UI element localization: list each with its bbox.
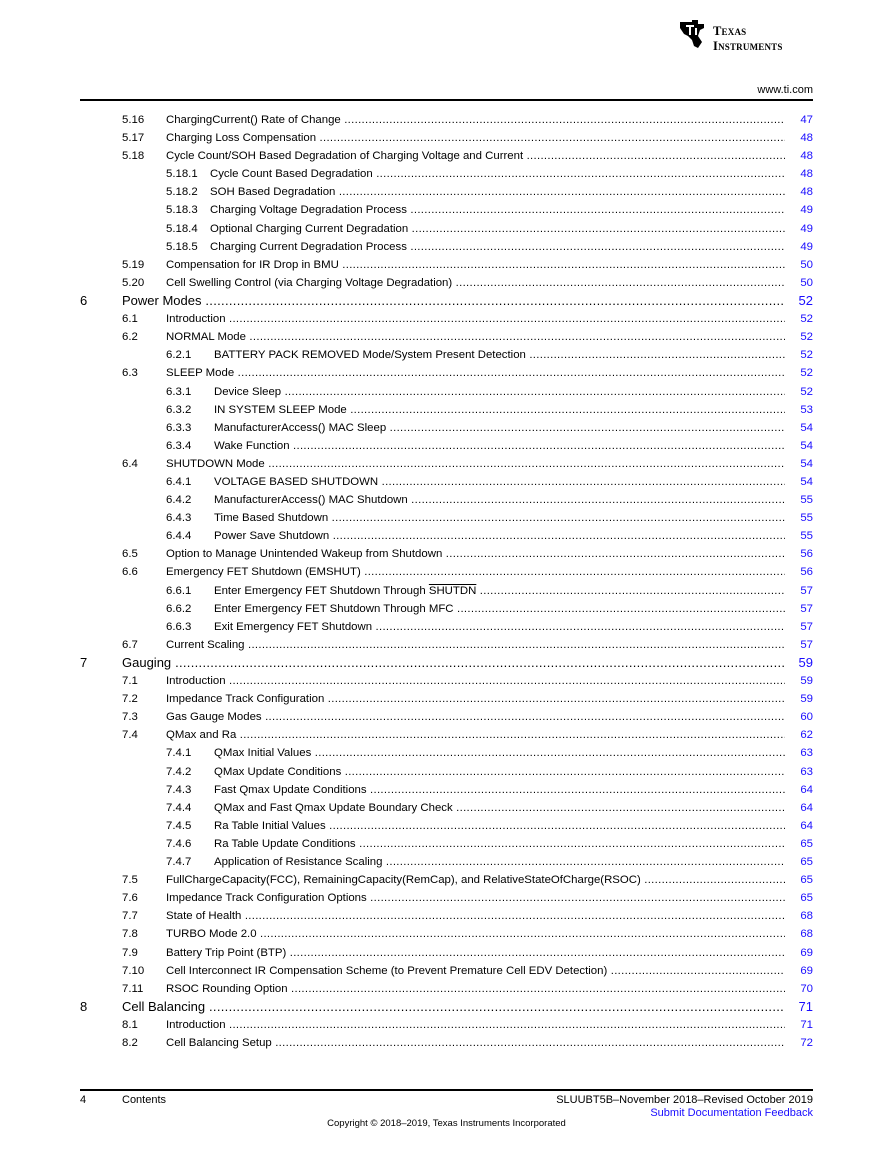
toc-entry-title-text: Current Scaling xyxy=(166,638,245,651)
toc-entry[interactable] xyxy=(80,618,813,636)
toc-entry[interactable] xyxy=(80,672,813,690)
toc-entry-number: 5.19 xyxy=(122,258,145,271)
toc-entry-page-link[interactable]: 59 xyxy=(800,693,813,706)
toc-entry-number: 6.6.2 xyxy=(166,602,192,615)
toc-entry-title-text: Battery Trip Point (BTP) xyxy=(166,946,287,959)
toc-entry-page-link[interactable]: 64 xyxy=(800,801,813,814)
toc-entry-title-text: QMax Initial Values xyxy=(214,747,312,760)
toc-entry-page-link[interactable]: 63 xyxy=(800,747,813,760)
toc-entry-title-text: Cycle Count Based Degradation xyxy=(210,168,373,181)
toc-entry-page-link[interactable]: 54 xyxy=(800,421,813,434)
toc-entry-number: 5.20 xyxy=(122,276,145,289)
toc-entry-page-link[interactable]: 62 xyxy=(800,729,813,742)
toc-entry[interactable] xyxy=(80,925,813,943)
toc-entry-number: 6.4.3 xyxy=(166,512,192,525)
toc-entry-number: 7.1 xyxy=(122,675,138,688)
toc-entry[interactable] xyxy=(80,853,813,871)
toc-entry-title-text: Cell Balancing Setup xyxy=(166,1037,272,1050)
toc-entry-title[interactable] xyxy=(166,1016,785,1034)
toc-entry-title-text: Cell Interconnect IR Compensation Scheme (to Prevent Premature Cell EDV Detection) xyxy=(166,964,608,977)
toc-entry-title[interactable] xyxy=(214,437,785,455)
toc-entry-page-link[interactable]: 49 xyxy=(800,204,813,217)
toc-entry-number: 6.4.1 xyxy=(166,475,192,488)
toc-entry-number: 6 xyxy=(80,292,88,308)
toc-entry-title-text: SLEEP Mode xyxy=(166,367,235,380)
toc-entry-title-text: Charging Voltage Degradation Process xyxy=(210,204,407,217)
toc-entry[interactable] xyxy=(80,944,813,962)
toc-entry-page-link[interactable]: 48 xyxy=(800,186,813,199)
toc-entry[interactable] xyxy=(80,871,813,889)
toc-entry-page-link[interactable]: 68 xyxy=(800,910,813,923)
toc-entry-title[interactable] xyxy=(214,491,785,509)
toc-entry-number: 6.3.1 xyxy=(166,385,192,398)
brand-line-2: Instruments xyxy=(713,39,783,53)
toc-entry-page-link[interactable]: 52 xyxy=(800,349,813,362)
toc-entry-title-text: Introduction xyxy=(166,313,226,326)
toc-entry-title-text: SOH Based Degradation xyxy=(210,186,336,199)
toc-entry-title-text: Wake Function xyxy=(214,439,290,452)
toc-entry-page-link[interactable]: 52 xyxy=(798,292,813,308)
toc-entry-number: 7.3 xyxy=(122,711,138,724)
ti-logo xyxy=(678,18,818,52)
toc-entry-title[interactable] xyxy=(166,545,785,563)
toc-entry-number: 7.4.5 xyxy=(166,819,192,832)
toc-entry-title[interactable] xyxy=(214,744,785,762)
toc-entry-page-link[interactable]: 69 xyxy=(800,964,813,977)
toc-entry[interactable] xyxy=(80,292,813,310)
toc-entry[interactable] xyxy=(80,1016,813,1034)
toc-entry-number: 5.18 xyxy=(122,150,145,163)
toc-entry-number: 6.3 xyxy=(122,367,138,380)
toc-entry-page-link[interactable]: 68 xyxy=(800,928,813,941)
toc-entry[interactable] xyxy=(80,111,813,129)
toc-entry-title[interactable] xyxy=(166,980,785,998)
toc-entry-number: 7.4 xyxy=(122,729,138,742)
toc-entry-signal-name: SHUTDN xyxy=(428,584,477,597)
toc-entry-title-text: Option to Manage Unintended Wakeup from Shutdown xyxy=(166,548,443,561)
toc-entry-number: 7.10 xyxy=(122,964,145,977)
toc-entry-number: 6.3.2 xyxy=(166,403,192,416)
toc-entry[interactable] xyxy=(80,600,813,618)
toc-entry-page-link[interactable]: 54 xyxy=(800,457,813,470)
toc-entry-title-text: FullChargeCapacity(FCC), RemainingCapacity(RemCap), and RelativeStateOfCharge(RSOC) xyxy=(166,874,641,887)
toc-entry-number: 7 xyxy=(80,654,88,670)
toc-entry-title[interactable] xyxy=(210,220,785,238)
toc-entry-title[interactable] xyxy=(166,925,785,943)
toc-entry[interactable] xyxy=(80,328,813,346)
toc-entry-number: 7.4.7 xyxy=(166,856,192,869)
toc-entry-title[interactable] xyxy=(214,799,785,817)
toc-entry-title[interactable] xyxy=(214,419,785,437)
toc-entry-number: 6.3.3 xyxy=(166,421,192,434)
toc-entry-number: 8 xyxy=(80,998,88,1014)
page-number: 4 xyxy=(80,1094,87,1106)
toc-entry-title[interactable] xyxy=(166,364,785,382)
toc-entry-title[interactable] xyxy=(214,582,785,600)
toc-entry-number: 6.6 xyxy=(122,566,138,579)
toc-entry-title[interactable] xyxy=(214,527,785,545)
toc-entry-number: 7.7 xyxy=(122,910,138,923)
toc-entry-title-text: Device Sleep xyxy=(214,385,282,398)
toc-entry-title[interactable] xyxy=(214,346,785,364)
toc-entry-title-text: Gauging xyxy=(122,654,172,670)
toc-entry-page-link[interactable]: 48 xyxy=(800,168,813,181)
toc-entry-title-text: Fast Qmax Update Conditions xyxy=(214,783,367,796)
copyright-notice: Copyright © 2018–2019, Texas Instruments Incorporated xyxy=(327,1118,566,1129)
toc-entry-number: 8.2 xyxy=(122,1037,138,1050)
toc-entry-page-link[interactable]: 49 xyxy=(800,240,813,253)
toc-entry-number: 7.4.1 xyxy=(166,747,192,760)
toc-entry-title[interactable] xyxy=(214,600,785,618)
toc-entry-title[interactable] xyxy=(214,835,785,853)
toc-entry-title[interactable] xyxy=(166,871,785,889)
toc-entry[interactable] xyxy=(80,636,813,654)
toc-entry-title-text: Application of Resistance Scaling xyxy=(214,856,383,869)
toc-entry-number: 5.18.1 xyxy=(166,168,198,181)
toc-entry-number: 5.16 xyxy=(122,114,145,126)
toc-entry-page-link[interactable]: 65 xyxy=(800,837,813,850)
toc-entry-page-link[interactable]: 57 xyxy=(800,620,813,633)
toc-entry[interactable] xyxy=(80,708,813,726)
toc-entry[interactable] xyxy=(80,799,813,817)
toc-entry-number: 5.17 xyxy=(122,132,145,145)
toc-entry-title-text: Ra Table Update Conditions xyxy=(214,837,356,850)
toc-entry-title[interactable] xyxy=(214,383,785,401)
toc-entry[interactable] xyxy=(80,1034,813,1052)
toc-entry-page-link[interactable]: 56 xyxy=(800,548,813,561)
toc-entry-number: 6.4 xyxy=(122,457,138,470)
toc-entry-title[interactable] xyxy=(210,165,785,183)
toc-entry-title[interactable] xyxy=(166,563,785,581)
toc-entry-title-text: Cell Balancing xyxy=(122,998,206,1014)
toc-entry-page-link[interactable]: 55 xyxy=(800,494,813,507)
toc-entry-title[interactable] xyxy=(122,292,785,310)
toc-entry-title-text: Gas Gauge Modes xyxy=(166,711,262,724)
toc-entry-page-link[interactable]: 71 xyxy=(798,998,813,1014)
toc-entry-title-text: Time Based Shutdown xyxy=(214,512,329,525)
toc-entry-title-text: BATTERY PACK REMOVED Mode/System Present Detection xyxy=(214,349,526,362)
toc-entry[interactable] xyxy=(80,401,813,419)
toc-entry[interactable] xyxy=(80,165,813,183)
toc-entry-title[interactable] xyxy=(214,817,785,835)
toc-entry-number: 7.6 xyxy=(122,892,138,905)
toc-entry-title-text: Compensation for IR Drop in BMU xyxy=(166,258,339,271)
toc-entry-title[interactable] xyxy=(122,998,785,1016)
toc-entry-number: 6.6.3 xyxy=(166,620,192,633)
toc-entry-title-text: SHUTDOWN Mode xyxy=(166,457,265,470)
toc-entry[interactable] xyxy=(80,889,813,907)
toc-entry-number: 5.18.4 xyxy=(166,222,198,235)
toc-entry-page-link[interactable]: 49 xyxy=(800,222,813,235)
toc-entry[interactable] xyxy=(80,744,813,762)
toc-entry-number: 8.1 xyxy=(122,1018,138,1031)
toc-entry-number: 5.18.2 xyxy=(166,186,198,199)
toc-entry-title[interactable] xyxy=(210,183,785,201)
toc-entry-title[interactable] xyxy=(214,853,785,871)
toc-entry-number: 7.11 xyxy=(122,982,144,995)
toc-entry[interactable] xyxy=(80,509,813,527)
footer-rule xyxy=(80,1089,813,1091)
toc-entry[interactable] xyxy=(80,763,813,781)
toc-entry-number: 7.4.6 xyxy=(166,837,192,850)
toc-entry-title-text: Enter Emergency FET Shutdown Through MFC xyxy=(214,602,454,615)
toc-entry[interactable] xyxy=(80,455,813,473)
toc-entry-title-text: RSOC Rounding Option xyxy=(166,982,288,995)
toc-entry-page-link[interactable]: 50 xyxy=(800,276,813,289)
toc-entry-title-text: Power Save Shutdown xyxy=(214,530,330,543)
toc-entry-title[interactable] xyxy=(166,672,785,690)
toc-entry-page-link[interactable]: 57 xyxy=(800,638,813,651)
toc-entry-title-text: Enter Emergency FET Shutdown Through xyxy=(214,584,429,597)
toc-entry-title-text: Introduction xyxy=(166,1018,226,1031)
toc-entry-number: 7.4.4 xyxy=(166,801,192,814)
toc-entry-title-text: Emergency FET Shutdown (EMSHUT) xyxy=(166,566,361,579)
toc-entry[interactable] xyxy=(80,980,813,998)
toc-entry[interactable] xyxy=(80,129,813,147)
toc-entry-page-link[interactable]: 69 xyxy=(800,946,813,959)
table-of-contents xyxy=(80,111,813,1052)
toc-entry-title-text: ManufacturerAccess() MAC Shutdown xyxy=(214,494,408,507)
toc-entry-number: 6.4.2 xyxy=(166,494,192,507)
toc-entry-page-link[interactable]: 54 xyxy=(800,439,813,452)
brand-line-1: Texas xyxy=(713,24,747,38)
toc-entry-page-link[interactable]: 60 xyxy=(800,711,813,724)
section-label: Contents xyxy=(122,1094,167,1106)
toc-entry-title[interactable] xyxy=(214,781,785,799)
toc-entry-title[interactable] xyxy=(166,944,785,962)
toc-entry-title[interactable] xyxy=(166,147,785,165)
toc-entry-page-link[interactable]: 56 xyxy=(800,566,813,579)
toc-entry-title[interactable] xyxy=(166,310,785,328)
toc-entry-title[interactable] xyxy=(166,129,785,147)
toc-entry-title-text: ManufacturerAccess() MAC Sleep xyxy=(214,421,387,434)
toc-entry[interactable] xyxy=(80,491,813,509)
toc-entry[interactable] xyxy=(80,962,813,980)
toc-entry-title[interactable] xyxy=(166,1034,785,1052)
toc-entry[interactable] xyxy=(80,582,813,600)
toc-entry-title[interactable] xyxy=(166,889,785,907)
feedback-link[interactable]: Submit Documentation Feedback xyxy=(650,1107,813,1119)
toc-entry-title-text: Ra Table Initial Values xyxy=(214,819,326,832)
toc-entry-number: 6.2.1 xyxy=(166,349,192,362)
toc-entry[interactable] xyxy=(80,238,813,256)
toc-entry-title[interactable] xyxy=(166,907,785,925)
header-rule xyxy=(80,99,813,101)
toc-entry-page-link[interactable]: 52 xyxy=(800,385,813,398)
website-link[interactable]: www.ti.com xyxy=(757,84,813,96)
toc-entry-page-link[interactable]: 53 xyxy=(800,403,813,416)
toc-entry-title[interactable] xyxy=(214,473,785,491)
toc-entry[interactable] xyxy=(80,437,813,455)
toc-entry-number: 5.18.5 xyxy=(166,240,198,253)
toc-entry-page-link[interactable]: 52 xyxy=(800,331,813,344)
toc-entry-title-text: Impedance Track Configuration Options xyxy=(166,892,367,905)
toc-entry-number: 6.5 xyxy=(122,548,138,561)
toc-entry-title-text: TURBO Mode 2.0 xyxy=(166,928,257,941)
toc-entry-title[interactable] xyxy=(166,274,785,292)
toc-entry-page-link[interactable]: 48 xyxy=(800,150,813,163)
toc-entry-title-text: Power Modes xyxy=(122,292,202,308)
toc-entry-page-link[interactable]: 59 xyxy=(800,675,813,688)
toc-entry-page-link[interactable]: 57 xyxy=(800,584,813,597)
toc-entry-title[interactable] xyxy=(166,708,785,726)
toc-entry[interactable] xyxy=(80,817,813,835)
toc-entry-page-link[interactable]: 55 xyxy=(800,530,813,543)
toc-entry-title[interactable] xyxy=(214,509,785,527)
toc-entry-title-text: Cell Swelling Control (via Charging Voltage Degradation) xyxy=(166,276,453,289)
toc-entry-number: 6.6.1 xyxy=(166,584,192,597)
toc-entry[interactable] xyxy=(80,726,813,744)
toc-entry[interactable] xyxy=(80,220,813,238)
toc-entry-number: 7.9 xyxy=(122,946,138,959)
toc-entry-title[interactable] xyxy=(166,328,785,346)
toc-entry[interactable] xyxy=(80,310,813,328)
toc-entry-page-link[interactable]: 71 xyxy=(800,1018,813,1031)
toc-entry[interactable] xyxy=(80,473,813,491)
toc-entry-page-link[interactable]: 72 xyxy=(800,1037,813,1050)
toc-entry-page-link[interactable]: 65 xyxy=(800,892,813,905)
toc-entry-number: 7.4.2 xyxy=(166,765,192,778)
toc-entry-title-text: Charging Current Degradation Process xyxy=(210,240,407,253)
toc-entry-page-link[interactable]: 65 xyxy=(800,874,813,887)
toc-entry-title-text: QMax Update Conditions xyxy=(214,765,342,778)
toc-entry[interactable] xyxy=(80,998,813,1016)
toc-entry-number: 7.5 xyxy=(122,874,138,887)
toc-entry[interactable] xyxy=(80,781,813,799)
toc-entry[interactable] xyxy=(80,690,813,708)
toc-entry-title[interactable] xyxy=(210,238,785,256)
toc-entry[interactable] xyxy=(80,419,813,437)
toc-entry-title-text: State of Health xyxy=(166,910,242,923)
toc-entry-number: 7.2 xyxy=(122,693,138,706)
toc-entry[interactable] xyxy=(80,147,813,165)
toc-entry-number: 7.4.3 xyxy=(166,783,192,796)
toc-entry-title-text: Impedance Track Configuration xyxy=(166,693,325,706)
toc-entry-title-text: Charging Loss Compensation xyxy=(166,132,317,145)
toc-entry-number: 7.8 xyxy=(122,928,138,941)
toc-entry-title[interactable] xyxy=(122,654,785,672)
toc-entry[interactable] xyxy=(80,256,813,274)
toc-entry-title[interactable] xyxy=(214,763,785,781)
toc-entry[interactable] xyxy=(80,346,813,364)
toc-entry-page-link[interactable]: 64 xyxy=(800,783,813,796)
toc-entry-title[interactable] xyxy=(210,201,785,219)
toc-entry-number: 5.18.3 xyxy=(166,204,198,217)
toc-entry[interactable] xyxy=(80,527,813,545)
toc-entry-title[interactable] xyxy=(166,726,785,744)
toc-entry[interactable] xyxy=(80,201,813,219)
toc-entry-page-link[interactable]: 47 xyxy=(800,114,813,126)
toc-entry[interactable] xyxy=(80,364,813,382)
toc-entry-number: 6.1 xyxy=(122,313,138,326)
toc-entry-title-text: QMax and Fast Qmax Update Boundary Check xyxy=(214,801,453,814)
toc-entry-page-link[interactable]: 63 xyxy=(800,765,813,778)
toc-entry-title[interactable] xyxy=(166,455,785,473)
toc-entry-page-link[interactable]: 65 xyxy=(800,856,813,869)
toc-entry-title-text: Optional Charging Current Degradation xyxy=(210,222,409,235)
toc-entry-page-link[interactable]: 52 xyxy=(800,313,813,326)
toc-entry-page-link[interactable]: 59 xyxy=(798,654,813,670)
toc-entry[interactable] xyxy=(80,835,813,853)
ti-state-logo-icon xyxy=(678,18,708,50)
toc-entry-title[interactable] xyxy=(214,401,785,419)
toc-entry[interactable] xyxy=(80,383,813,401)
document-id: SLUUBT5B–November 2018–Revised October 2019 xyxy=(556,1094,813,1106)
toc-entry[interactable] xyxy=(80,654,813,672)
toc-entry-title[interactable] xyxy=(166,690,785,708)
toc-entry-page-link[interactable]: 55 xyxy=(800,512,813,525)
toc-entry-number: 6.4.4 xyxy=(166,530,192,543)
toc-entry-title[interactable] xyxy=(166,256,785,274)
toc-entry-page-link[interactable]: 54 xyxy=(800,475,813,488)
toc-entry[interactable] xyxy=(80,183,813,201)
toc-entry[interactable] xyxy=(80,563,813,581)
toc-entry[interactable] xyxy=(80,274,813,292)
toc-entry-title-text: ChargingCurrent() Rate of Change xyxy=(166,114,341,126)
toc-entry-title-text: Cycle Count/SOH Based Degradation of Charging Voltage and Current xyxy=(166,150,524,163)
toc-entry-title-text: IN SYSTEM SLEEP Mode xyxy=(214,403,347,416)
toc-entry-page-link[interactable]: 57 xyxy=(800,602,813,615)
toc-entry[interactable] xyxy=(80,545,813,563)
toc-entry-page-link[interactable]: 70 xyxy=(800,982,813,995)
toc-entry-page-link[interactable]: 48 xyxy=(800,132,813,145)
toc-entry-title-text: NORMAL Mode xyxy=(166,331,246,344)
toc-entry-title[interactable] xyxy=(214,618,785,636)
toc-entry-number: 6.2 xyxy=(122,331,138,344)
toc-entry-title[interactable] xyxy=(166,636,785,654)
toc-entry-page-link[interactable]: 52 xyxy=(800,367,813,380)
toc-entry-title[interactable] xyxy=(166,111,785,129)
toc-entry-title-text: QMax and Ra xyxy=(166,729,237,742)
toc-entry[interactable] xyxy=(80,907,813,925)
toc-entry-page-link[interactable]: 64 xyxy=(800,819,813,832)
toc-entry-number: 6.7 xyxy=(122,638,138,651)
toc-entry-page-link[interactable]: 50 xyxy=(800,258,813,271)
toc-entry-title-text: Exit Emergency FET Shutdown xyxy=(214,620,373,633)
toc-entry-title-text: VOLTAGE BASED SHUTDOWN xyxy=(214,475,379,488)
toc-entry-title-text: Introduction xyxy=(166,675,226,688)
toc-entry-number: 6.3.4 xyxy=(166,439,192,452)
toc-entry-title[interactable] xyxy=(166,962,785,980)
